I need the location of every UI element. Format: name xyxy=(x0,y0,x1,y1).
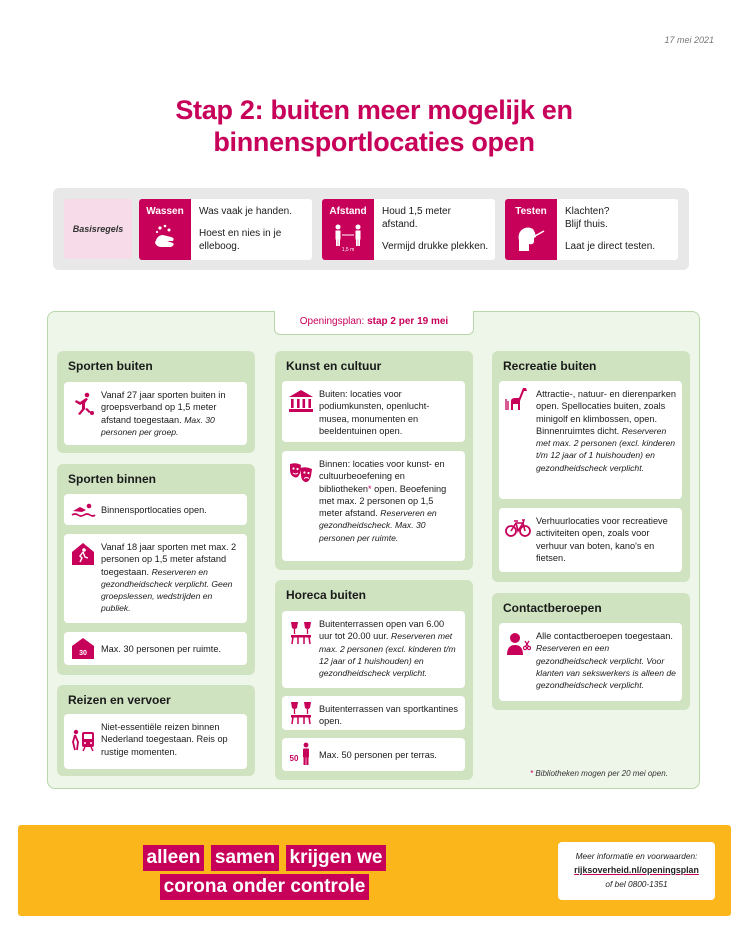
rule-tile-label: Testen xyxy=(515,206,547,217)
list-item xyxy=(282,696,465,730)
rule-line: Vermijd drukke plekken. xyxy=(382,241,489,252)
slogan-word: corona onder controle xyxy=(160,874,370,900)
swimmer-icon xyxy=(70,498,96,522)
distance-icon xyxy=(333,223,363,253)
category-title: Contactberoepen xyxy=(503,601,602,615)
tab-step: stap 2 per 19 mei xyxy=(367,316,449,327)
category-reizen xyxy=(57,685,255,776)
hairdresser-icon xyxy=(505,632,531,656)
house-30-icon xyxy=(70,636,96,660)
rule-text-afstand xyxy=(382,205,489,253)
category-title: Reizen en vervoer xyxy=(68,693,171,707)
rule-line: Was vaak je handen. xyxy=(199,206,293,217)
slogan-word: alleen xyxy=(143,845,205,871)
item-note: Reserveren met max. 2 personen (excl. kinderen t/m 12 jaar of 1 huishouden) en gezondheidscheck verplicht. xyxy=(536,425,675,473)
list-item xyxy=(499,381,682,499)
item-text xyxy=(101,389,241,438)
list-item xyxy=(499,508,682,572)
rule-line: Klachten? Blijf thuis. xyxy=(565,206,610,230)
item-body: Buitenterrassen open van 6.00 uur tot 20.00 uur. xyxy=(319,619,445,642)
slogan-line-1 xyxy=(0,845,621,871)
train-traveler-icon xyxy=(70,728,96,752)
footer-banner xyxy=(18,825,731,916)
category-title: Sporten buiten xyxy=(68,359,153,373)
item-body: Vanaf 18 jaar sporten met max. 2 personen op 1,5 meter afstand toegestaan. xyxy=(101,542,237,577)
tab-prefix: Openingsplan: xyxy=(299,316,368,327)
footnote-marker: * xyxy=(530,769,534,778)
item-body: Verhuurlocaties voor recreatieve activiteiten open, zoals voor verhuur van boten, kano's en fietsen. xyxy=(536,516,668,563)
item-note: Reserveren met max. 2 personen (excl. kinderen t/m 12 jaar of 1 huishouden) en gezondheidscheck verplicht. xyxy=(319,631,456,679)
item-body: open. Beoefening met max. 2 personen op 1,5 meter afstand. xyxy=(319,483,447,519)
item-text xyxy=(319,749,459,761)
item-text xyxy=(101,541,241,615)
rule-testen xyxy=(505,199,678,260)
item-body: Binnen: locaties voor kunst- en cultuurbeoefening en bibliotheken xyxy=(319,459,445,494)
bicycle-icon xyxy=(505,516,531,540)
item-body: Alle contactberoepen toegestaan. xyxy=(536,631,673,641)
terrace-icon xyxy=(288,621,314,645)
item-body: Niet-essentiële reizen binnen Nederland toegestaan. Reis op rustige momenten. xyxy=(101,722,228,757)
basic-rules-bar xyxy=(53,188,689,270)
info-heading: Meer informatie en voorwaarden: xyxy=(575,851,698,861)
category-recreatie-buiten xyxy=(492,351,690,582)
list-item xyxy=(499,623,682,701)
list-item xyxy=(282,738,465,771)
item-body: Buiten: locaties voor podiumkunsten, openlucht-musea, monumenten en beeldentuinen open. xyxy=(319,389,430,436)
category-title: Sporten binnen xyxy=(68,472,156,486)
item-text xyxy=(101,643,241,655)
page-title xyxy=(0,94,748,158)
terrace-icon xyxy=(288,701,314,725)
info-box xyxy=(558,842,715,900)
list-item xyxy=(64,632,247,665)
giraffe-icon xyxy=(505,387,531,411)
test-swab-icon xyxy=(515,223,545,253)
category-kunst-cultuur xyxy=(275,351,473,570)
person-badge: 50 xyxy=(289,754,299,763)
category-sporten-buiten xyxy=(57,351,255,453)
item-body: Max. 30 personen per ruimte. xyxy=(101,644,222,654)
rule-wassen xyxy=(139,199,312,260)
rule-tile-testen xyxy=(505,199,557,260)
basic-rules-label: Basisregels xyxy=(64,199,132,259)
openingsplan-tab xyxy=(274,311,474,335)
slogan-word: krijgen we xyxy=(286,845,387,871)
item-note: Max. 30 personen per groep. xyxy=(101,414,215,437)
item-body: Vanaf 27 jaar sporten buiten in groepsverband op 1,5 meter afstand toegestaan. xyxy=(101,390,226,425)
title-line-2: binnensportlocaties open xyxy=(213,127,535,157)
item-body: Max. 50 personen per terras. xyxy=(319,750,437,760)
item-text xyxy=(101,721,241,758)
distance-label: 1,5 m xyxy=(341,247,355,253)
rule-line: Laat je direct testen. xyxy=(565,241,656,252)
item-text xyxy=(536,388,676,474)
document-date: 17 mei 2021 xyxy=(664,35,714,45)
rule-text-wassen xyxy=(199,205,306,253)
slogan-word: samen xyxy=(211,845,279,871)
item-note: Reserveren en gezondheidscheck verplicht. Geen groepslessen, wedstrijden en publiek. xyxy=(101,566,233,614)
item-text xyxy=(101,504,241,516)
list-item xyxy=(282,381,465,442)
indoor-runner-icon xyxy=(70,542,96,566)
category-sporten-binnen xyxy=(57,464,255,675)
slogan-line-2 xyxy=(0,874,621,900)
category-contactberoepen xyxy=(492,593,690,710)
title-line-1: Stap 2: buiten meer mogelijk en xyxy=(175,95,573,125)
item-body: Buitenterrassen van sportkantines open. xyxy=(319,704,458,727)
list-item xyxy=(282,451,465,561)
list-item xyxy=(64,714,247,769)
footnote-marker: * xyxy=(368,483,372,494)
list-item xyxy=(282,611,465,688)
list-item xyxy=(64,494,247,525)
item-body: Attractie-, natuur- en dierenparken open. Spellocaties buiten, zoals minigolf en klimbossen, open. Binnenruimtes dicht. xyxy=(536,389,676,436)
footnote-text: Bibliotheken mogen per 20 mei open. xyxy=(533,769,668,778)
category-title: Kunst en cultuur xyxy=(286,359,382,373)
theater-masks-icon xyxy=(288,461,314,485)
item-text xyxy=(319,388,459,437)
rule-tile-label: Afstand xyxy=(329,206,367,217)
info-phone: of bel 0800-1351 xyxy=(605,879,668,889)
info-link[interactable]: rijksoverheid.nl/openingsplan xyxy=(574,865,699,875)
item-text xyxy=(536,515,676,564)
item-text xyxy=(319,458,459,544)
rule-line: Hoest en nies in je elleboog. xyxy=(199,228,282,252)
item-note: Reserveren en gezondheidscheck. Max. 30 personen per ruimte. xyxy=(319,508,437,543)
person-50-icon xyxy=(288,742,314,766)
rule-tile-label: Wassen xyxy=(146,206,184,217)
item-text xyxy=(319,703,459,728)
house-badge: 30 xyxy=(79,650,87,657)
item-note: Reserveren en een gezondheidscheck verplicht. Voor klanten van sekswerkers is alleen de gezondheidscheck verplicht. xyxy=(536,643,676,691)
list-item xyxy=(64,534,247,623)
handwash-icon xyxy=(151,223,179,251)
rule-tile-afstand xyxy=(322,199,374,260)
rule-tile-wassen xyxy=(139,199,191,260)
category-horeca-buiten xyxy=(275,580,473,780)
rule-text-testen xyxy=(565,205,672,253)
footnote xyxy=(530,769,668,778)
item-body: Binnensportlocaties open. xyxy=(101,505,207,515)
category-title: Recreatie buiten xyxy=(503,359,597,373)
list-item xyxy=(64,382,247,445)
item-text xyxy=(319,618,459,679)
item-text xyxy=(536,630,676,691)
rule-line: Houd 1,5 meter afstand. xyxy=(382,206,451,230)
museum-icon xyxy=(288,389,314,413)
football-player-icon xyxy=(70,392,96,416)
rule-afstand xyxy=(322,199,495,260)
category-title: Horeca buiten xyxy=(286,588,367,602)
